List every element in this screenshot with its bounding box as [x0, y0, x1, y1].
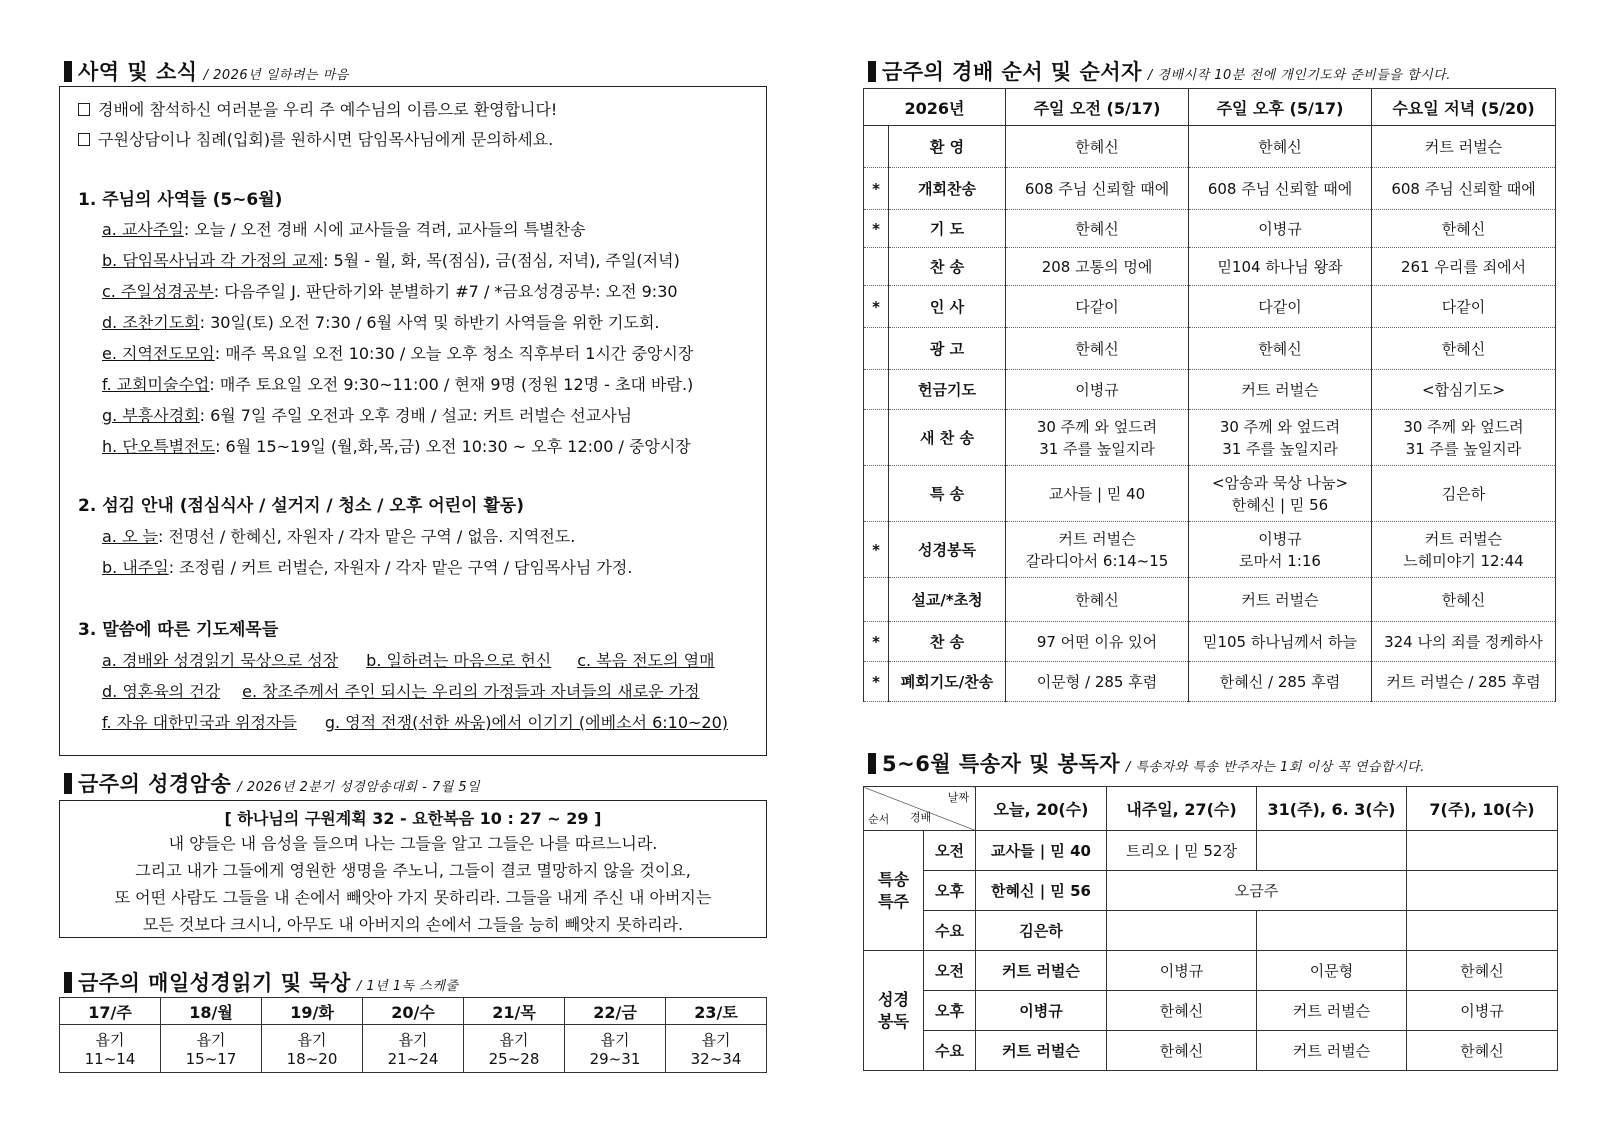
- prayer-line-1: a. 경배와 성경읽기 묵상으로 성장 b. 일하려는 마음으로 헌신 c. 복음 전도의 열매: [102, 651, 715, 670]
- order-row: [864, 410, 1556, 466]
- special-row: [864, 911, 1558, 951]
- special-slot: 수요: [924, 1031, 976, 1071]
- order-cell: 교사들 | 믿 40: [1006, 466, 1189, 522]
- order-cell: 믿105 하나님께서 하늘: [1189, 622, 1372, 662]
- prayer-line-3: f. 자유 대한민국과 위정자들 g. 영적 전쟁(선한 싸움)에서 이기기 (에베소서 6:10~20): [102, 713, 729, 732]
- special-table: [863, 786, 1558, 1071]
- order-cell: 믿104 하나님 왕좌: [1189, 248, 1372, 286]
- order-header-service: 주일 오후 (5/17): [1189, 89, 1372, 126]
- special-cell: 한혜신: [1107, 1031, 1257, 1071]
- prayer-line-2: d. 영혼육의 건강 e. 창조주께서 주인 되시는 우리의 가정들과 자녀들의 새로운 가정: [102, 682, 700, 701]
- special-cell: 한혜신: [1407, 1031, 1558, 1071]
- standing-mark: *: [864, 286, 889, 328]
- title-bar: [868, 753, 876, 774]
- s3-title: 3. 말씀에 따른 기도제목들: [78, 620, 279, 640]
- order-cell: 30 주께 와 엎드려 31 주를 높일지라: [1006, 410, 1189, 466]
- checkbox-icon: [78, 133, 90, 146]
- s1-item: a. 교사주일: 오늘 / 오전 경배 시에 교사들을 격려, 교사들의 특별찬송: [102, 220, 586, 239]
- order-header-year: 2026년: [864, 89, 1006, 126]
- order-header-row: [864, 89, 1556, 126]
- special-cell: [1107, 911, 1257, 951]
- special-cell: 커트 러벌슨: [976, 1031, 1107, 1071]
- welcome-line-2: 구원상담이나 침례(입회)를 원하시면 담임목사님에게 문의하세요.: [78, 127, 553, 150]
- welcome-line-1: 경배에 참석하신 여러분을 우리 주 예수님의 이름으로 환영합니다!: [78, 97, 557, 120]
- title-bar: [64, 972, 72, 993]
- order-title-text: 금주의 경배 순서 및 순서자: [882, 60, 1142, 84]
- ministry-title: [64, 56, 349, 86]
- s2-item: a. 오 늘: 전명선 / 한혜신, 자원자 / 각자 맡은 구역 / 없음. 지역전도.: [102, 527, 576, 546]
- special-date: 오늘, 20(수): [976, 787, 1107, 831]
- ministry-title-text: 사역 및 소식: [78, 60, 198, 84]
- order-cell: 324 나의 죄를 정케하사: [1372, 622, 1556, 662]
- order-cell: 한혜신: [1189, 126, 1372, 168]
- order-row: [864, 662, 1556, 702]
- special-cell: 한혜신: [1107, 991, 1257, 1031]
- standing-mark: [864, 466, 889, 522]
- order-cell: 김은하: [1372, 466, 1556, 522]
- special-slot: 수요: [924, 911, 976, 951]
- special-cell: 오금주: [1107, 871, 1407, 911]
- order-cell: 한혜신: [1372, 210, 1556, 248]
- memory-title: [64, 768, 480, 798]
- special-subtitle: / 특송자와 특송 반주자는 1회 이상 꼭 연습합시다.: [1126, 760, 1425, 775]
- standing-mark: [864, 248, 889, 286]
- order-row: [864, 126, 1556, 168]
- special-date: 31(주), 6. 3(수): [1257, 787, 1407, 831]
- title-bar: [64, 773, 72, 794]
- s1-item: c. 주일성경공부: 다음주일 J. 판단하기와 분별하기 #7 / *금요성경공부: 오전 9:30: [102, 282, 678, 301]
- standing-mark: [864, 126, 889, 168]
- order-item-name: 설교/*초청: [889, 578, 1006, 622]
- special-cell: [1407, 911, 1558, 951]
- standing-mark: *: [864, 662, 889, 702]
- memory-box: [59, 800, 767, 938]
- special-group-label: 특송 특주: [864, 831, 924, 951]
- order-cell: 한혜신: [1006, 126, 1189, 168]
- standing-mark: [864, 370, 889, 410]
- special-header-row: [864, 787, 1558, 831]
- s2-title: 2. 섬김 안내 (점심식사 / 설거지 / 청소 / 오후 어린이 활동): [78, 496, 524, 516]
- standing-mark: *: [864, 522, 889, 578]
- order-item-name: 새 찬 송: [889, 410, 1006, 466]
- order-row: [864, 522, 1556, 578]
- order-item-name: 헌금기도: [889, 370, 1006, 410]
- s1-item: h. 단오특별전도: 6월 15~19일 (월,화,목,금) 오전 10:30 ~ 오후 12:00 / 중앙시장: [102, 437, 691, 456]
- special-cell: 커트 러벌슨: [1257, 1031, 1407, 1071]
- order-cell: 다같이: [1189, 286, 1372, 328]
- order-cell: 608 주님 신뢰할 때에: [1372, 168, 1556, 210]
- ministry-subtitle: / 2026년 일하려는 마음: [203, 68, 349, 83]
- reading-subtitle: / 1년 1독 스케줄: [356, 979, 459, 994]
- special-row: [864, 991, 1558, 1031]
- standing-mark: *: [864, 622, 889, 662]
- special-row: [864, 831, 1558, 871]
- order-cell: 커트 러벌슨: [1189, 578, 1372, 622]
- order-table: [863, 88, 1556, 702]
- order-cell: 이병규 로마서 1:16: [1189, 522, 1372, 578]
- standing-mark: [864, 410, 889, 466]
- special-cell: 한혜신 | 믿 56: [976, 871, 1107, 911]
- order-item-name: 기 도: [889, 210, 1006, 248]
- special-group-label: 성경 봉독: [864, 951, 924, 1071]
- order-row: [864, 210, 1556, 248]
- order-cell: 이문형 / 285 후렴: [1006, 662, 1189, 702]
- order-cell: 608 주님 신뢰할 때에: [1189, 168, 1372, 210]
- order-row: [864, 622, 1556, 662]
- special-slot: 오후: [924, 991, 976, 1031]
- s2-item: b. 내주일: 조정림 / 커트 러벌슨, 자원자 / 각자 맡은 구역 / 담임목사님 가정.: [102, 558, 633, 577]
- order-cell: <암송과 묵상 나눔> 한혜신 | 믿 56: [1189, 466, 1372, 522]
- order-cell: <합심기도>: [1372, 370, 1556, 410]
- order-cell: 한혜신: [1006, 328, 1189, 370]
- order-cell: 커트 러벌슨 느헤미야기 12:44: [1372, 522, 1556, 578]
- memory-subtitle: / 2026년 2분기 성경암송대회 - 7월 5일: [237, 780, 481, 795]
- order-cell: 한혜신: [1006, 210, 1189, 248]
- order-cell: 이병규: [1189, 210, 1372, 248]
- standing-mark: [864, 328, 889, 370]
- order-cell: 261 우리를 죄에서: [1372, 248, 1556, 286]
- order-item-name: 광 고: [889, 328, 1006, 370]
- order-cell: 30 주께 와 엎드려 31 주를 높일지라: [1189, 410, 1372, 466]
- order-item-name: 성경봉독: [889, 522, 1006, 578]
- special-cell: 커트 러벌슨: [1257, 991, 1407, 1031]
- special-row: [864, 951, 1558, 991]
- order-cell: 한혜신: [1372, 578, 1556, 622]
- special-cell: [1257, 911, 1407, 951]
- order-cell: 한혜신: [1189, 328, 1372, 370]
- order-row: [864, 328, 1556, 370]
- order-cell: 208 고통의 멍에: [1006, 248, 1189, 286]
- special-cell: [1257, 831, 1407, 871]
- s1-title: 1. 주님의 사역들 (5~6월): [78, 190, 283, 210]
- special-row: [864, 871, 1558, 911]
- order-item-name: 찬 송: [889, 248, 1006, 286]
- order-cell: 한혜신: [1006, 578, 1189, 622]
- special-cell: [1407, 831, 1558, 871]
- order-item-name: 개회찬송: [889, 168, 1006, 210]
- order-row: [864, 286, 1556, 328]
- order-cell: 이병규: [1006, 370, 1189, 410]
- reading-title-text: 금주의 매일성경읽기 및 묵상: [78, 971, 351, 995]
- standing-mark: *: [864, 210, 889, 248]
- order-cell: 한혜신: [1372, 328, 1556, 370]
- title-bar: [64, 61, 72, 82]
- s1-item: b. 담임목사님과 각 가정의 교제: 5월 - 월, 화, 목(점심), 금(점심, 저녁), 주일(저녁): [102, 251, 680, 270]
- special-cell: 커트 러벌슨: [976, 951, 1107, 991]
- special-slot: 오전: [924, 951, 976, 991]
- order-cell: 커트 러벌슨: [1189, 370, 1372, 410]
- special-date: 7(주), 10(수): [1407, 787, 1558, 831]
- special-title-text: 5~6월 특송자 및 봉독자: [882, 752, 1121, 776]
- reading-table: 17/주 18/월 19/화 20/수 21/목 22/금 23/토 욥기 11~14 욥기 15~17 욥기 18~20 욥기 21~24 욥기 25~28 욥기 29~31 욥기 32~34: [59, 997, 767, 1073]
- s1-item: g. 부흥사경회: 6월 7일 주일 오전과 오후 경배 / 설교: 커트 러벌슨 선교사님: [102, 406, 633, 425]
- checkbox-icon: [78, 103, 90, 116]
- order-cell: 다같이: [1372, 286, 1556, 328]
- s1-item: f. 교회미술수업: 매주 토요일 오전 9:30~11:00 / 현재 9명 (정원 12명 - 초대 바람.): [102, 375, 694, 394]
- order-row: [864, 578, 1556, 622]
- special-cell: 이문형: [1257, 951, 1407, 991]
- memory-verse: 내 양들은 내 음성을 들으며 나는 그들을 알고 그들은 나를 따르느니라. 그리고 내가 그들에게 영원한 생명을 주노니, 그들이 결코 멸망하지 않을 것이요, 또 어떤 사람도 그들을 내 손에서 빼앗아 가지 못하리라. 그들을 내게 주신 내 아버지는 모든 것보다 크시니, 아무도 내 아버지의 손에서 그들을 능히 빼앗지 못하리라.: [114, 834, 712, 934]
- standing-mark: [864, 578, 889, 622]
- corner-cell: 날짜 경배 순서: [864, 787, 976, 831]
- special-cell: 한혜신: [1407, 951, 1558, 991]
- special-row: [864, 1031, 1558, 1071]
- order-item-name: 특 송: [889, 466, 1006, 522]
- s1-item: d. 조찬기도회: 30일(토) 오전 7:30 / 6월 사역 및 하반기 사역들을 위한 기도회.: [102, 313, 660, 332]
- order-cell: 커트 러벌슨 갈라디아서 6:14~15: [1006, 522, 1189, 578]
- reading-title: [64, 967, 458, 997]
- order-title: [868, 56, 1451, 86]
- order-cell: 608 주님 신뢰할 때에: [1006, 168, 1189, 210]
- special-title: [868, 748, 1425, 778]
- order-cell: 30 주께 와 엎드려 31 주를 높일지라: [1372, 410, 1556, 466]
- special-cell: 김은하: [976, 911, 1107, 951]
- memory-title-text: 금주의 성경암송: [78, 772, 232, 796]
- order-row: [864, 370, 1556, 410]
- order-header-service: 수요일 저녁 (5/20): [1372, 89, 1556, 126]
- order-cell: 커트 러벌슨: [1372, 126, 1556, 168]
- order-cell: 97 어떤 이유 있어: [1006, 622, 1189, 662]
- title-bar: [868, 61, 876, 82]
- memory-reference: [ 하나님의 구원계획 32 - 요한복음 10 : 27 ~ 29 ]: [224, 809, 602, 828]
- order-row: [864, 168, 1556, 210]
- order-row: [864, 466, 1556, 522]
- special-cell: 트리오 | 믿 52장: [1107, 831, 1257, 871]
- special-cell: 교사들 | 믿 40: [976, 831, 1107, 871]
- special-slot: 오전: [924, 831, 976, 871]
- order-row: [864, 248, 1556, 286]
- order-cell: 다같이: [1006, 286, 1189, 328]
- order-item-name: 찬 송: [889, 622, 1006, 662]
- order-item-name: 환 영: [889, 126, 1006, 168]
- special-cell: 이병규: [1107, 951, 1257, 991]
- special-cell: 이병규: [976, 991, 1107, 1031]
- order-subtitle: / 경배시작 10분 전에 개인기도와 준비들을 합시다.: [1147, 68, 1451, 83]
- order-item-name: 폐회기도/찬송: [889, 662, 1006, 702]
- special-date: 내주일, 27(수): [1107, 787, 1257, 831]
- order-cell: 한혜신 / 285 후렴: [1189, 662, 1372, 702]
- standing-mark: *: [864, 168, 889, 210]
- order-item-name: 인 사: [889, 286, 1006, 328]
- special-slot: 오후: [924, 871, 976, 911]
- special-cell: 이병규: [1407, 991, 1558, 1031]
- special-cell: [1407, 871, 1558, 911]
- order-header-service: 주일 오전 (5/17): [1006, 89, 1189, 126]
- ministry-box: [59, 86, 767, 756]
- s1-item: e. 지역전도모임: 매주 목요일 오전 10:30 / 오늘 오후 청소 직후부터 1시간 중앙시장: [102, 344, 694, 363]
- order-cell: 커트 러벌슨 / 285 후렴: [1372, 662, 1556, 702]
